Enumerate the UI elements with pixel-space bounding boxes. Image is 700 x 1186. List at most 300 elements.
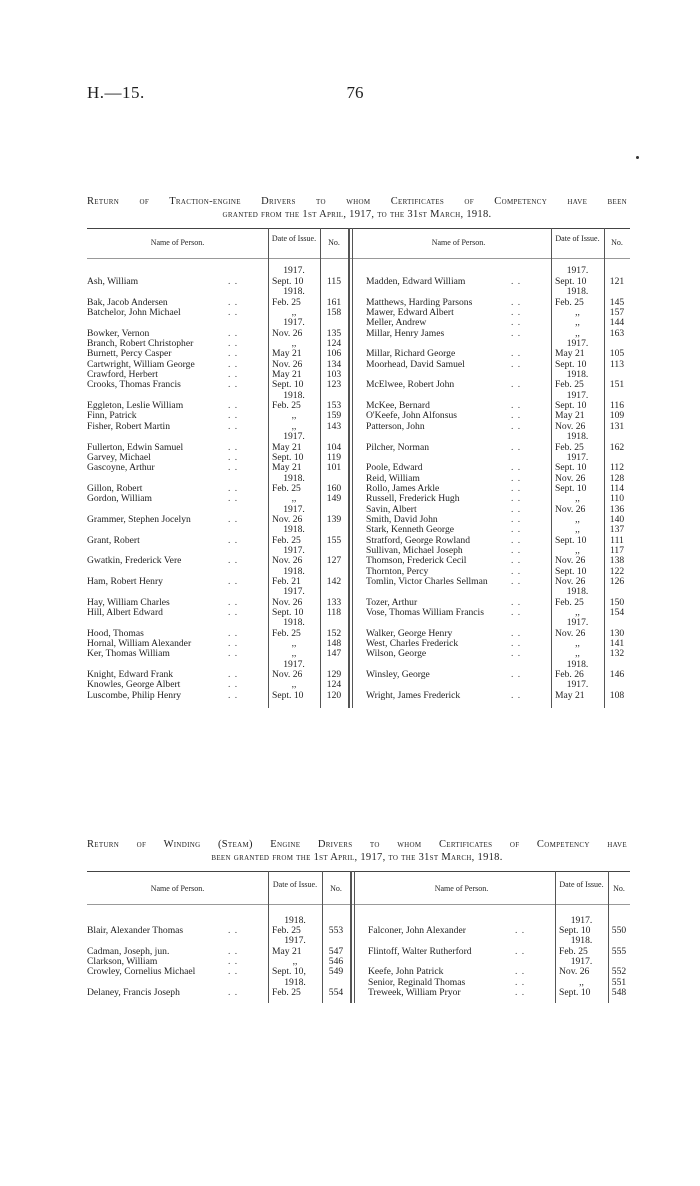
issue-date: ,, <box>291 307 297 318</box>
certificate-number: 548 <box>611 987 627 998</box>
person-name: Winsley, George <box>366 669 430 680</box>
col-head-date: Date of Issue. <box>271 234 317 243</box>
issue-date: ,, <box>575 648 580 659</box>
leader-dots: . . <box>228 348 239 359</box>
leader-dots: . . <box>228 648 239 659</box>
certificate-number: 148 <box>326 638 342 649</box>
year-label: 1918. <box>283 473 305 484</box>
certificate-number: 131 <box>609 421 625 432</box>
certificate-number: 111 <box>610 535 624 546</box>
column-rule <box>268 871 269 1003</box>
person-name: Grant, Robert <box>87 535 140 546</box>
person-name: Meller, Andrew <box>366 317 427 328</box>
certificate-number: 153 <box>326 400 342 411</box>
winding-title-line2: been granted from the 1st April, 1917, to the 31st March, 1918. <box>211 852 503 863</box>
table-header-rule <box>87 904 630 905</box>
certificate-number: 127 <box>326 555 342 566</box>
column-double-rule <box>351 871 355 1003</box>
leader-dots: . . <box>511 690 522 701</box>
issue-date: Feb. 25 <box>272 925 301 936</box>
person-name: Clarkson, William <box>87 956 158 967</box>
leader-dots: . . <box>511 597 522 608</box>
person-name: Thomson, Frederick Cecil <box>366 555 467 566</box>
certificate-number: 136 <box>609 504 625 515</box>
leader-dots: . . <box>511 276 522 287</box>
certificate-number: 115 <box>326 276 342 287</box>
person-name: Grammer, Stephen Jocelyn <box>87 514 191 525</box>
leader-dots: . . <box>511 359 522 370</box>
issue-date: Nov. 26 <box>555 473 586 484</box>
col-head-no: No. <box>330 884 342 893</box>
person-name: Hood, Thomas <box>87 628 144 639</box>
col-head-no: No. <box>613 884 625 893</box>
issue-date: ,, <box>575 493 580 504</box>
series-header: H.—15. <box>87 83 145 102</box>
leader-dots: . . <box>511 493 522 504</box>
certificate-number: 129 <box>326 669 342 680</box>
winding-title-line1: Return of Winding (Steam) Engine Drivers to whom Certificates of Competency have <box>87 839 627 850</box>
issue-date: Nov. 26 <box>272 669 303 680</box>
certificate-number: 141 <box>609 638 625 649</box>
year-label: 1917. <box>283 504 305 515</box>
leader-dots: . . <box>228 669 239 680</box>
year-label: 1917. <box>566 390 589 401</box>
certificate-number: 547 <box>328 946 344 957</box>
leader-dots: . . <box>511 545 522 556</box>
person-name: Treweek, William Pryor <box>368 987 461 998</box>
certificate-number: 133 <box>326 597 342 608</box>
certificate-number: 121 <box>609 276 625 287</box>
person-name: Millar, Henry James <box>366 328 445 339</box>
issue-date: Sept. 10 <box>272 276 304 287</box>
issue-date: Sept. 10 <box>559 987 591 998</box>
certificate-number: 142 <box>326 576 342 587</box>
issue-date: ,, <box>575 545 580 556</box>
certificate-number: 154 <box>609 607 625 618</box>
leader-dots: . . <box>228 946 239 957</box>
issue-date: Sept. 10 <box>555 359 587 370</box>
issue-date: Feb. 26 <box>555 669 584 680</box>
person-name: Sullivan, Michael Joseph <box>366 545 463 556</box>
person-name: Vose, Thomas William Francis <box>366 607 484 618</box>
certificate-number: 549 <box>328 966 344 977</box>
year-label: 1918. <box>284 915 306 926</box>
person-name: Batchelor, John Michael <box>87 307 181 318</box>
issue-date: ,, <box>575 638 580 649</box>
leader-dots: . . <box>511 638 522 649</box>
leader-dots: . . <box>511 628 522 639</box>
certificate-number: 124 <box>326 338 342 349</box>
leader-dots: . . <box>228 452 239 463</box>
issue-date: Nov. 26 <box>555 555 586 566</box>
certificate-number: 117 <box>609 545 625 556</box>
column-rule <box>555 871 556 1003</box>
issue-date: Nov. 26 <box>555 628 586 639</box>
issue-date: ,, <box>291 648 297 659</box>
leader-dots: . . <box>511 555 522 566</box>
issue-date: ,, <box>579 977 584 988</box>
leader-dots: . . <box>511 400 522 411</box>
leader-dots: . . <box>228 462 239 473</box>
issue-date: ,, <box>292 956 298 967</box>
certificate-number: 101 <box>326 462 342 473</box>
issue-date: Sept. 10 <box>272 452 304 463</box>
table-top-rule <box>87 871 630 872</box>
issue-date: Nov. 26 <box>272 555 303 566</box>
issue-date: ,, <box>291 338 297 349</box>
traction-title-line1: Return of Traction-engine Drivers to whom Certificates of Competency have been <box>87 196 627 207</box>
issue-date: Feb. 25 <box>272 297 301 308</box>
certificate-number: 159 <box>326 410 342 421</box>
person-name: Branch, Robert Christopher <box>87 338 194 349</box>
year-label: 1918. <box>283 566 305 577</box>
issue-date: ,, <box>575 328 580 339</box>
person-name: Finn, Patrick <box>87 410 137 421</box>
person-name: Madden, Edward William <box>366 276 466 287</box>
certificate-number: 137 <box>609 524 625 535</box>
issue-date: Nov. 26 <box>555 504 586 515</box>
certificate-number: 104 <box>326 442 342 453</box>
leader-dots: . . <box>511 514 522 525</box>
issue-date: Nov. 26 <box>272 359 303 370</box>
certificate-number: 103 <box>326 369 342 380</box>
person-name: Cartwright, William George <box>87 359 195 370</box>
issue-date: Sept. 10 <box>555 566 587 577</box>
person-name: Keefe, John Patrick <box>368 966 444 977</box>
certificate-number: 147 <box>326 648 342 659</box>
person-name: Burnett, Percy Casper <box>87 348 172 359</box>
person-name: Senior, Reginald Thomas <box>368 977 466 988</box>
issue-date: Feb. 25 <box>272 987 301 998</box>
person-name: Ker, Thomas William <box>87 648 170 659</box>
issue-date: ,, <box>575 514 580 525</box>
leader-dots: . . <box>228 297 239 308</box>
certificate-number: 134 <box>326 359 342 370</box>
leader-dots: . . <box>228 576 239 587</box>
year-label: 1917. <box>283 586 305 597</box>
person-name: Hay, William Charles <box>87 597 170 608</box>
leader-dots: . . <box>511 473 522 484</box>
leader-dots: . . <box>228 535 239 546</box>
certificate-number: 554 <box>328 987 344 998</box>
certificate-number: 546 <box>328 956 344 967</box>
year-label: 1918. <box>566 586 589 597</box>
issue-date: ,, <box>291 410 297 421</box>
issue-date: Nov. 26 <box>272 514 303 525</box>
leader-dots: . . <box>511 566 522 577</box>
year-label: 1917. <box>566 338 589 349</box>
person-name: Poole, Edward <box>366 462 423 473</box>
issue-date: Sept. 10 <box>555 462 587 473</box>
leader-dots: . . <box>228 442 239 453</box>
certificate-number: 149 <box>326 493 342 504</box>
issue-date: Sept. 10 <box>555 535 587 546</box>
certificate-number: 116 <box>609 400 625 411</box>
year-label: 1918. <box>570 935 593 946</box>
year-label: 1917. <box>283 659 305 670</box>
year-label: 1917. <box>283 265 305 276</box>
year-label: 1918. <box>283 390 305 401</box>
issue-date: Nov. 26 <box>555 421 586 432</box>
person-name: Fisher, Robert Martin <box>87 421 171 432</box>
person-name: Crawford, Herbert <box>87 369 158 380</box>
person-name: Bowker, Vernon <box>87 328 150 339</box>
leader-dots: . . <box>511 576 522 587</box>
issue-date: ,, <box>291 679 297 690</box>
person-name: Blair, Alexander Thomas <box>87 925 184 936</box>
col-head-date: Date of Issue. <box>272 880 318 889</box>
certificate-number: 109 <box>609 410 625 421</box>
issue-date: ,, <box>291 638 297 649</box>
issue-date: Feb. 25 <box>272 483 301 494</box>
leader-dots: . . <box>511 442 522 453</box>
person-name: Knowles, George Albert <box>87 679 181 690</box>
issue-date: ,, <box>291 421 297 432</box>
leader-dots: . . <box>515 977 526 988</box>
person-name: Falconer, John Alexander <box>368 925 466 936</box>
issue-date: May 21 <box>555 410 585 421</box>
issue-date: Sept. 10, <box>272 966 306 977</box>
certificate-number: 120 <box>326 690 342 701</box>
col-head-no: No. <box>328 238 340 247</box>
year-label: 1917. <box>283 431 305 442</box>
certificate-number: 140 <box>609 514 625 525</box>
year-label: 1917. <box>566 265 589 276</box>
issue-date: Feb. 25 <box>555 442 584 453</box>
leader-dots: . . <box>515 925 526 936</box>
issue-date: Sept. 10 <box>272 379 304 390</box>
certificate-number: 128 <box>609 473 625 484</box>
issue-date: Nov. 26 <box>555 576 586 587</box>
leader-dots: . . <box>511 421 522 432</box>
issue-date: May 21 <box>555 348 585 359</box>
certificate-number: 160 <box>326 483 342 494</box>
leader-dots: . . <box>228 597 239 608</box>
leader-dots: . . <box>228 359 239 370</box>
year-label: 1917. <box>566 679 589 690</box>
issue-date: May 21 <box>272 442 302 453</box>
certificate-number: 132 <box>609 648 625 659</box>
issue-date: Feb. 25 <box>272 628 301 639</box>
issue-date: Sept. 10 <box>559 925 591 936</box>
leader-dots: . . <box>511 348 522 359</box>
certificate-number: 114 <box>609 483 625 494</box>
issue-date: May 21 <box>272 462 302 473</box>
person-name: Ash, William <box>87 276 139 287</box>
person-name: Reid, William <box>366 473 420 484</box>
person-name: Stratford, George Rowland <box>366 535 470 546</box>
year-label: 1918. <box>566 659 589 670</box>
person-name: West, Charles Frederick <box>366 638 459 649</box>
person-name: Crooks, Thomas Francis <box>87 379 181 390</box>
certificate-number: 163 <box>609 328 625 339</box>
person-name: O'Keefe, John Alfonsus <box>366 410 457 421</box>
year-label: 1918. <box>283 617 305 628</box>
person-name: Savin, Albert <box>366 504 417 515</box>
person-name: Matthews, Harding Parsons <box>366 297 473 308</box>
issue-date: Feb. 25 <box>555 597 584 608</box>
year-label: 1918. <box>283 286 305 297</box>
leader-dots: . . <box>228 483 239 494</box>
leader-dots: . . <box>228 338 239 349</box>
col-head-name: Name of Person. <box>431 238 486 247</box>
certificate-number: 552 <box>611 966 627 977</box>
certificate-number: 143 <box>326 421 342 432</box>
leader-dots: . . <box>228 328 239 339</box>
issue-date: ,, <box>575 524 580 535</box>
leader-dots: . . <box>228 493 239 504</box>
person-name: Fullerton, Edwin Samuel <box>87 442 184 453</box>
person-name: Knight, Edward Frank <box>87 669 174 680</box>
issue-date: May 21 <box>272 369 302 380</box>
col-head-name: Name of Person. <box>434 884 489 893</box>
year-label: 1918. <box>566 431 589 442</box>
leader-dots: . . <box>511 307 522 318</box>
page-number: 76 <box>346 83 364 102</box>
col-head-name: Name of Person. <box>150 238 205 247</box>
person-name: Pilcher, Norman <box>366 442 430 453</box>
issue-date: ,, <box>575 307 580 318</box>
person-name: Luscombe, Philip Henry <box>87 690 182 701</box>
leader-dots: . . <box>228 607 239 618</box>
person-name: Smith, David John <box>366 514 438 525</box>
leader-dots: . . <box>228 421 239 432</box>
person-name: Delaney, Francis Joseph <box>87 987 180 998</box>
certificate-number: 112 <box>609 462 625 473</box>
issue-date: Sept. 10 <box>555 400 587 411</box>
certificate-number: 553 <box>328 925 344 936</box>
person-name: McKee, Bernard <box>366 400 430 411</box>
person-name: Stark, Kenneth George <box>366 524 455 535</box>
certificate-number: 158 <box>326 307 342 318</box>
person-name: Hill, Albert Edward <box>87 607 163 618</box>
certificate-number: 108 <box>609 690 625 701</box>
leader-dots: . . <box>511 297 522 308</box>
issue-date: Sept. 10 <box>555 276 587 287</box>
certificate-number: 161 <box>326 297 342 308</box>
person-name: Mawer, Edward Albert <box>366 307 454 318</box>
person-name: Bak, Jacob Andersen <box>87 297 168 308</box>
col-head-name: Name of Person. <box>150 884 205 893</box>
leader-dots: . . <box>511 483 522 494</box>
certificate-number: 119 <box>326 452 342 463</box>
person-name: Hornal, William Alexander <box>87 638 192 649</box>
certificate-number: 110 <box>609 493 625 504</box>
issue-date: Feb. 25 <box>555 297 584 308</box>
leader-dots: . . <box>228 628 239 639</box>
issue-date: Feb. 21 <box>272 576 301 587</box>
leader-dots: . . <box>228 555 239 566</box>
leader-dots: . . <box>228 956 239 967</box>
year-label: 1917. <box>570 915 593 926</box>
person-name: Gwatkin, Frederick Vere <box>87 555 182 566</box>
certificate-number: 122 <box>609 566 625 577</box>
leader-dots: . . <box>228 410 239 421</box>
person-name: Russell, Frederick Hugh <box>366 493 460 504</box>
leader-dots: . . <box>511 379 522 390</box>
person-name: Ham, Robert Henry <box>87 576 163 587</box>
year-label: 1918. <box>283 524 305 535</box>
col-head-date: Date of Issue. <box>559 880 604 889</box>
leader-dots: . . <box>511 328 522 339</box>
leader-dots: . . <box>511 504 522 515</box>
year-label: 1917. <box>570 956 593 967</box>
person-name: Wilson, George <box>366 648 427 659</box>
year-label: 1917. <box>566 617 589 628</box>
year-label: 1918. <box>284 977 306 988</box>
certificate-number: 151 <box>609 379 625 390</box>
col-head-date: Date of Issue. <box>555 234 600 243</box>
issue-date: Sept. 10 <box>272 690 304 701</box>
issue-date: ,, <box>575 607 580 618</box>
year-label: 1918. <box>566 286 589 297</box>
leader-dots: . . <box>511 524 522 535</box>
certificate-number: 126 <box>609 576 625 587</box>
person-name: Patterson, John <box>366 421 425 432</box>
leader-dots: . . <box>228 369 239 380</box>
leader-dots: . . <box>511 648 522 659</box>
issue-date: Sept. 10 <box>272 607 304 618</box>
certificate-number: 130 <box>609 628 625 639</box>
certificate-number: 150 <box>609 597 625 608</box>
issue-date: ,, <box>575 317 580 328</box>
issue-date: Sept. 10 <box>555 483 587 494</box>
issue-date: May 21 <box>272 348 302 359</box>
leader-dots: . . <box>228 987 239 998</box>
certificate-number: 145 <box>609 297 625 308</box>
certificate-number: 118 <box>326 607 342 618</box>
leader-dots: . . <box>228 379 239 390</box>
person-name: Gordon, William <box>87 493 152 504</box>
person-name: Millar, Richard George <box>366 348 456 359</box>
issue-date: Nov. 26 <box>272 597 303 608</box>
person-name: Cadman, Joseph, jun. <box>87 946 170 957</box>
issue-date: May 21 <box>272 946 302 957</box>
certificate-number: 124 <box>326 679 342 690</box>
certificate-number: 157 <box>609 307 625 318</box>
issue-date: Feb. 25 <box>559 946 588 957</box>
certificate-number: 162 <box>609 442 625 453</box>
year-label: 1917. <box>566 452 589 463</box>
person-name: McElwee, Robert John <box>366 379 455 390</box>
person-name: Tozer, Arthur <box>366 597 418 608</box>
leader-dots: . . <box>515 946 526 957</box>
col-head-no: No. <box>611 238 623 247</box>
person-name: Moorhead, David Samuel <box>366 359 465 370</box>
person-name: Garvey, Michael <box>87 452 151 463</box>
certificate-number: 113 <box>609 359 625 370</box>
person-name: Gascoyne, Arthur <box>87 462 155 473</box>
year-label: 1917. <box>284 935 306 946</box>
person-name: Tomlin, Victor Charles Sellman <box>366 576 488 587</box>
year-label: 1917. <box>283 317 305 328</box>
leader-dots: . . <box>511 669 522 680</box>
issue-date: Nov. 26 <box>272 328 303 339</box>
certificate-number: 135 <box>326 328 342 339</box>
certificate-number: 555 <box>611 946 627 957</box>
leader-dots: . . <box>511 317 522 328</box>
leader-dots: . . <box>228 925 239 936</box>
person-name: Gillon, Robert <box>87 483 143 494</box>
person-name: Crowley, Cornelius Michael <box>87 966 196 977</box>
issue-date: Feb. 25 <box>272 535 301 546</box>
leader-dots: . . <box>511 607 522 618</box>
year-label: 1918. <box>566 369 589 380</box>
certificate-number: 144 <box>609 317 625 328</box>
leader-dots: . . <box>228 690 239 701</box>
traction-title-line2: granted from the 1st April, 1917, to the 31st March, 1918. <box>222 209 492 220</box>
leader-dots: . . <box>515 966 526 977</box>
